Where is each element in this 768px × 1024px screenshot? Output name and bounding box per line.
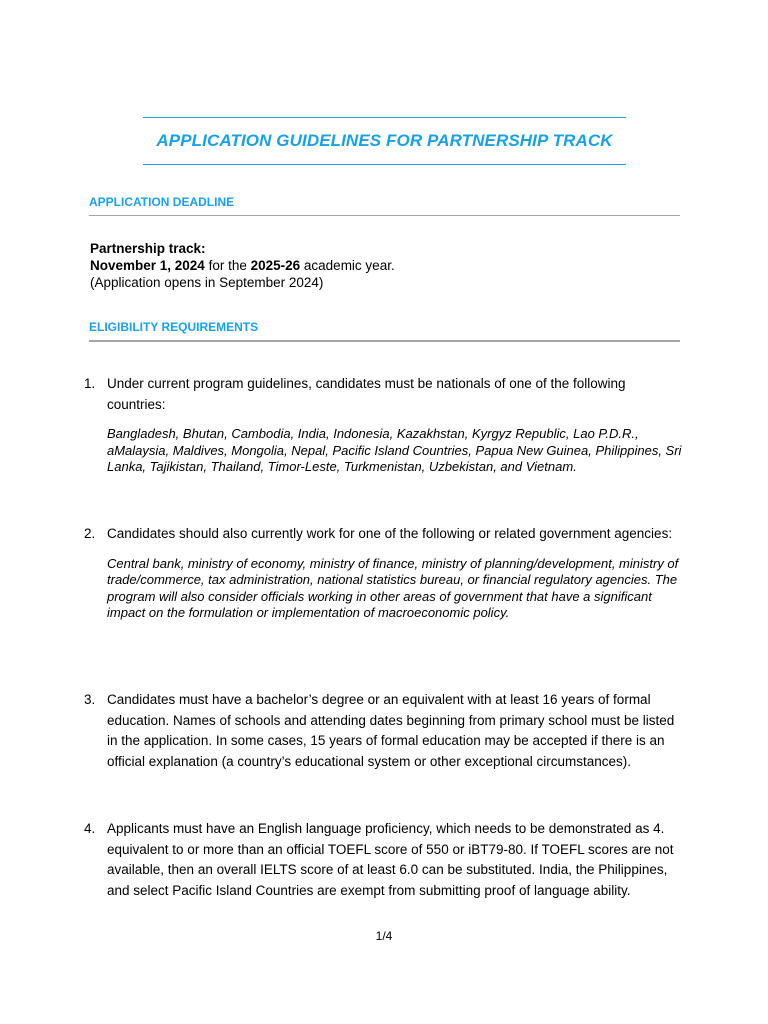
title-block <box>143 117 626 165</box>
item-text: Candidates should also currently work for one of the following or related government agencies: <box>107 526 673 541</box>
section-heading-eligibility: ELIGIBILITY REQUIREMENTS <box>89 320 680 342</box>
academic-year: 2025-26 <box>250 258 301 273</box>
eligibility-item-3 <box>84 690 684 772</box>
deadline-date: November 1, 2024 <box>90 258 205 273</box>
agency-list: Central bank, ministry of economy, ministry of finance, ministry of planning/development, ministry of trade/commerce, tax administration, national statistics bureau, or financial regulatory agencies. The program will also consider officials working in other areas of government that have a significant impact on the formulation or implementation of macroeconomic policy. <box>107 555 679 621</box>
deadline-block <box>90 240 395 291</box>
track-label: Partnership track: <box>90 241 206 256</box>
item-number: 3. <box>84 692 96 707</box>
eligibility-item-2 <box>84 524 684 622</box>
item-text: Applicants must have an English language proficiency, which needs to be demonstrated as 4. equivalent to or more than an official TOEFL score of 550 or iBT79-80. If TOEFL scores are not available, then an overall IELTS score of at least 6.0 can be substituted. India, the Philippines, and select Pacific Island Countries are exempt from submitting proof of language ability. <box>107 821 674 898</box>
item-number: 2. <box>84 526 96 541</box>
section-heading-deadline: APPLICATION DEADLINE <box>89 195 680 216</box>
item-text: Candidates must have a bachelor’s degree or an equivalent with at least 16 years of formal education. Names of schools and attending dates beginning from primary school must be listed in the application. In some cases, 15 years of formal education may be accepted if there is an official explanation (a country’s educational system or other exceptional circumstances). <box>107 692 675 769</box>
page-title: APPLICATION GUIDELINES FOR PARTNERSHIP TRACK <box>156 131 613 150</box>
item-number: 1. <box>84 376 96 391</box>
application-opens-note: (Application opens in September 2024) <box>90 275 324 290</box>
eligibility-item-1 <box>84 374 684 476</box>
country-list: Bangladesh, Bhutan, Cambodia, India, Indonesia, Kazakhstan, Kyrgyz Republic, Lao P.D.R., aMalaysia, Maldives, Mongolia, Nepal, Pacific Island Countries, Papua New Guinea, Philippines, Sri Lanka, Tajikistan, Thailand, Timor-Leste, Turkmenistan, Uzbekistan, and Vietnam. <box>107 426 682 475</box>
page-number: 1/4 <box>375 929 393 943</box>
item-text: Under current program guidelines, candidates must be nationals of one of the following countries: <box>107 376 626 412</box>
academic-year-suffix: academic year. <box>300 258 395 273</box>
deadline-for-the: for the <box>204 258 251 273</box>
item-number: 4. <box>84 821 96 836</box>
eligibility-item-4 <box>84 819 684 901</box>
